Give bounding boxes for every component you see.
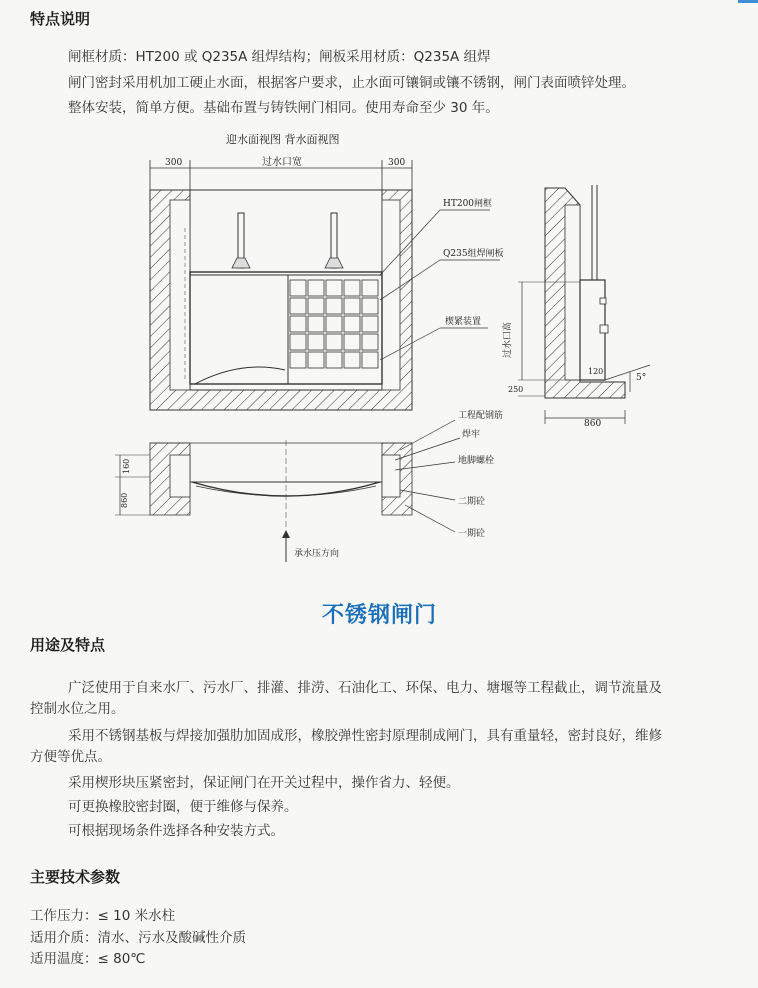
usage-para-1a: 广泛使用于自来水厂、污水厂、排灌、排涝、石油化工、环保、电力、塘堰等工程截止，调节流量及 (68, 680, 662, 696)
dim-860-bottom: 860 (584, 419, 602, 429)
label-first-pour-concrete: 一期砼 (458, 529, 486, 539)
label-q235-gate-plate: Q235组焊闸板 (443, 249, 504, 259)
label-weld: 焊牢 (462, 430, 481, 440)
label-water-pressure-direction: 承水压方向 (294, 549, 340, 559)
gate-technical-drawing (0, 120, 758, 570)
dim-120: 120 (588, 367, 604, 376)
usage-para-2a: 采用不锈钢基板与焊接加强肋加固成形，橡胶弹性密封原理制成闸门，具有重量轻，密封良好，维修 (68, 728, 662, 744)
section-heading-tech-params: 主要技术参数 (30, 868, 121, 886)
dim-860-left: 860 (120, 492, 129, 508)
section-heading-usage: 用途及特点 (30, 636, 106, 654)
label-wedge-device: 楔紧装置 (445, 317, 482, 327)
view-labels: 迎水面视图 背水面视图 (226, 133, 340, 146)
param-medium: 适用介质：清水、污水及酸碱性介质 (30, 930, 246, 946)
label-ht200-frame: HT200闸框 (443, 199, 493, 209)
corner-accent-bar (738, 0, 758, 3)
section-heading-features: 特点说明 (30, 10, 91, 28)
dim-250: 250 (508, 385, 524, 394)
param-pressure: 工作压力：≤ 10 米水柱 (30, 908, 176, 924)
usage-para-5: 可根据现场条件选择各种安装方式。 (68, 823, 284, 839)
dim-300-left: 300 (165, 158, 183, 168)
dim-160: 160 (122, 458, 131, 474)
usage-para-1b: 控制水位之用。 (30, 701, 125, 717)
usage-para-4: 可更换橡胶密封圈，便于维修与保养。 (68, 799, 298, 815)
label-anchor-bolt: 地脚螺栓 (458, 456, 495, 466)
label-second-pour-concrete: 二期砼 (458, 497, 486, 507)
param-temperature: 适用温度：≤ 80℃ (30, 951, 146, 967)
dim-opening-width: 过水口宽 (262, 157, 302, 168)
feature-line-1: 闸框材质：HT200 或 Q235A 组焊结构；闸板采用材质：Q235A 组焊 (68, 49, 491, 65)
product-title: 不锈钢闸门 (322, 603, 438, 628)
feature-line-2: 闸门密封采用机加工硬止水面，根据客户要求，止水面可镶铜或镶不锈钢，闸门表面喷锌处理。 (68, 75, 635, 91)
feature-line-3: 整体安装，简单方便。基础布置与铸铁闸门相同。使用寿命至少 30 年。 (68, 100, 499, 116)
label-embedded-rebar: 工程配钢筋 (458, 411, 504, 421)
dim-300-right: 300 (388, 158, 406, 168)
dim-angle: 5° (636, 373, 647, 383)
usage-para-3: 采用楔形块压紧密封，保证闸门在开关过程中，操作省力、轻便。 (68, 775, 460, 791)
usage-para-2b: 方便等优点。 (30, 749, 111, 765)
dim-side-opening-height: 过水口高 (503, 321, 513, 358)
